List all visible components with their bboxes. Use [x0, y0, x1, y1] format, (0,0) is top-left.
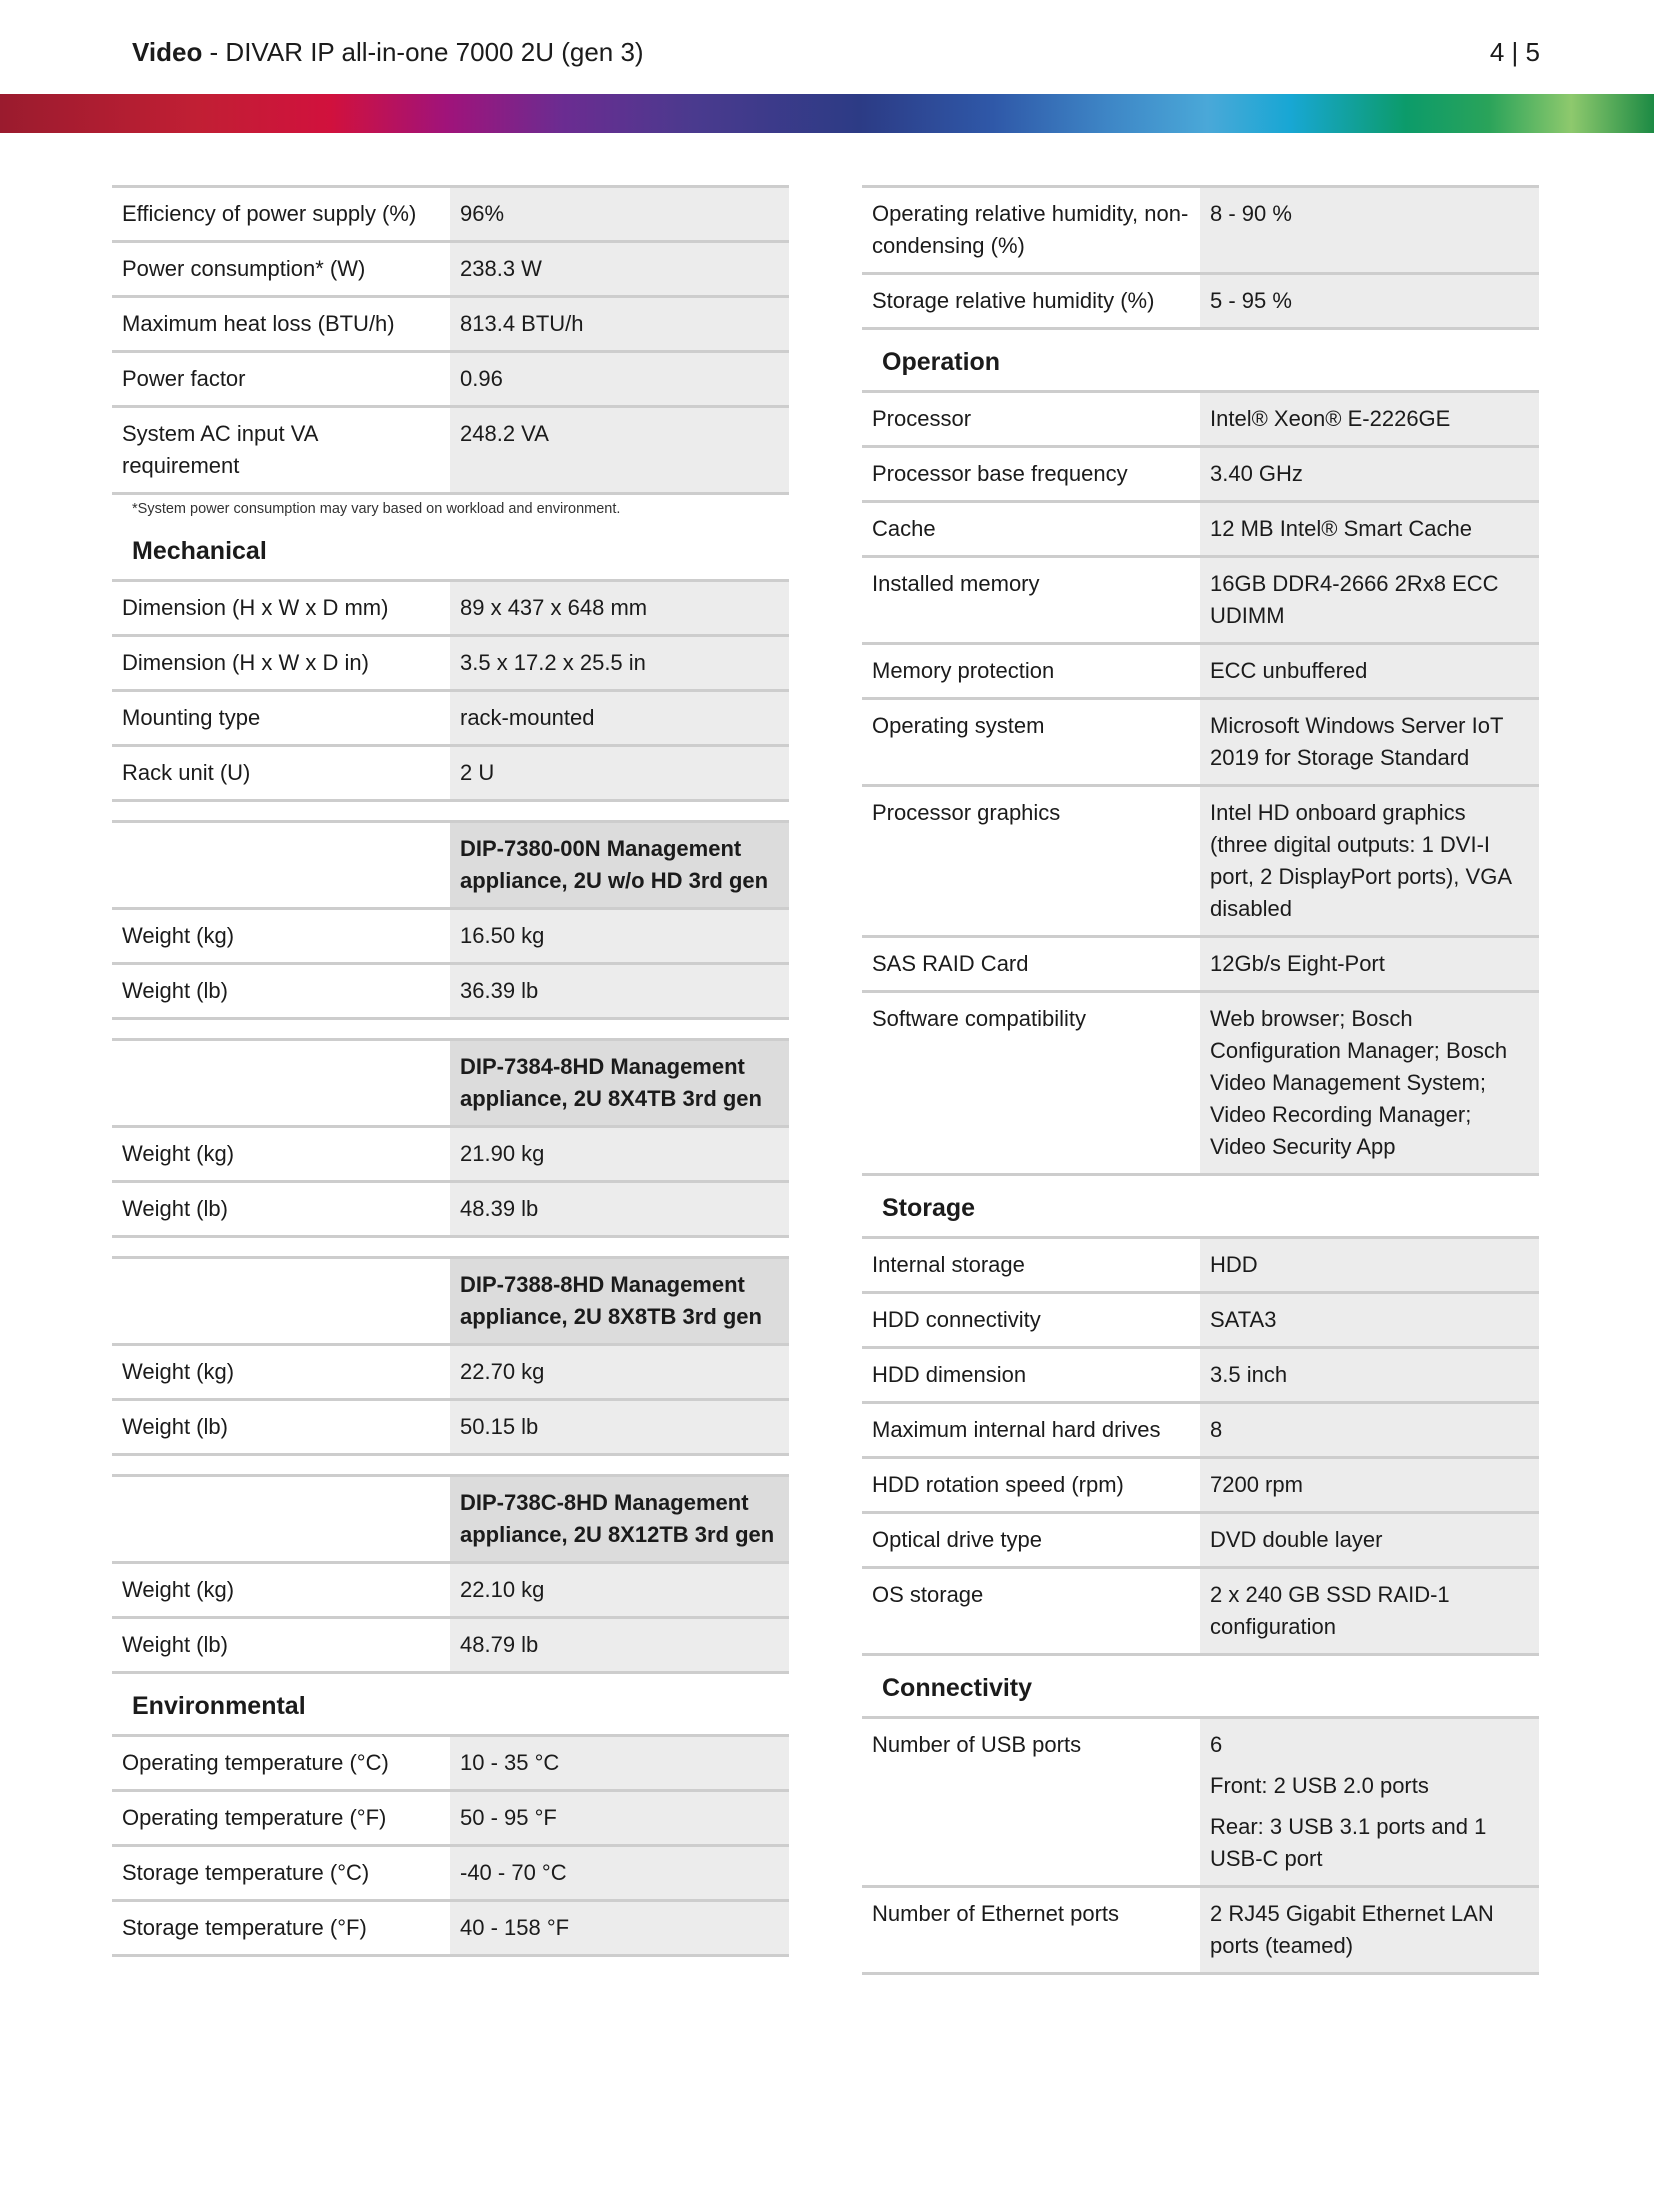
model-heading: DIP-7380-00N Management appliance, 2U w/o HD 3rd gen: [450, 822, 789, 909]
table-row: [112, 1791, 789, 1846]
table-row: [112, 691, 789, 746]
table-row: [112, 1618, 789, 1673]
spec-key: Storage temperature (°F): [112, 1901, 450, 1956]
table-row: [862, 447, 1539, 502]
weight-table-738c: [112, 1474, 789, 1674]
spec-key: Weight (lb): [112, 1182, 450, 1237]
spec-value: 48.39 lb: [450, 1182, 789, 1237]
table-row: [112, 1736, 789, 1791]
section-title-operation: Operation: [882, 348, 1001, 376]
title-rest: - DIVAR IP all-in-one 7000 2U (gen 3): [202, 37, 644, 67]
table-row: [862, 1348, 1539, 1403]
spec-value: 3.40 GHz: [1200, 447, 1539, 502]
spec-value: 40 - 158 °F: [450, 1901, 789, 1956]
table-row: [112, 407, 789, 494]
table-row: [862, 1887, 1539, 1974]
spec-key: Installed memory: [862, 557, 1200, 644]
spec-key: Maximum internal hard drives: [862, 1403, 1200, 1458]
brand-color-band: [0, 94, 1654, 133]
spec-key: Power factor: [112, 352, 450, 407]
page-number: 4 | 5: [1489, 37, 1540, 67]
spec-key: SAS RAID Card: [862, 937, 1200, 992]
weight-table-7384: [112, 1038, 789, 1238]
table-row: [112, 909, 789, 964]
spec-key: Optical drive type: [862, 1513, 1200, 1568]
spec-key: Weight (kg): [112, 1563, 450, 1618]
table-row: [112, 1258, 789, 1345]
spec-value: Web browser; Bosch Configuration Manager; Bosch Video Management System; Video Recording Manager; Video Security App: [1200, 992, 1539, 1175]
table-row: [862, 699, 1539, 786]
table-row: [862, 1403, 1539, 1458]
spec-value: 48.79 lb: [450, 1618, 789, 1673]
model-heading: DIP-7388-8HD Management appliance, 2U 8X8TB 3rd gen: [450, 1258, 789, 1345]
table-row: [862, 274, 1539, 329]
spec-value: 8 - 90 %: [1200, 187, 1539, 274]
table-row: [862, 992, 1539, 1175]
spec-value: 8: [1200, 1403, 1539, 1458]
table-row: [862, 502, 1539, 557]
spec-value: 3.5 x 17.2 x 25.5 in: [450, 636, 789, 691]
spec-value: 22.70 kg: [450, 1345, 789, 1400]
spec-key: Power consumption* (W): [112, 242, 450, 297]
title-bold: Video: [132, 37, 203, 67]
spec-key: Weight (kg): [112, 1127, 450, 1182]
table-row: [112, 297, 789, 352]
spec-key: Memory protection: [862, 644, 1200, 699]
spec-value: [1200, 1718, 1539, 1887]
spec-value: 89 x 437 x 648 mm: [450, 581, 789, 636]
table-row: [112, 1127, 789, 1182]
spec-value: Microsoft Windows Server IoT 2019 for Storage Standard: [1200, 699, 1539, 786]
spec-value: 813.4 BTU/h: [450, 297, 789, 352]
spec-key: Storage relative humidity (%): [862, 274, 1200, 329]
table-row: [862, 786, 1539, 937]
section-title-connectivity: Connectivity: [882, 1674, 1033, 1702]
usb-count: 6: [1210, 1732, 1223, 1757]
spec-key: Dimension (H x W x D in): [112, 636, 450, 691]
spec-key: OS storage: [862, 1568, 1200, 1655]
spec-value: 50 - 95 °F: [450, 1791, 789, 1846]
spec-value: 3.5 inch: [1200, 1348, 1539, 1403]
mechanical-table: [112, 579, 789, 802]
spec-key: Cache: [862, 502, 1200, 557]
spec-key: Rack unit (U): [112, 746, 450, 801]
spec-key: Processor base frequency: [862, 447, 1200, 502]
right-column: [862, 185, 1539, 1975]
spec-key: Internal storage: [862, 1238, 1200, 1293]
spec-key: Maximum heat loss (BTU/h): [112, 297, 450, 352]
section-title-mechanical: Mechanical: [132, 537, 267, 565]
table-row: [112, 242, 789, 297]
spec-value: 238.3 W: [450, 242, 789, 297]
spec-key: Efficiency of power supply (%): [112, 187, 450, 242]
power-table: [112, 185, 789, 495]
spec-value: Intel® Xeon® E-2226GE: [1200, 392, 1539, 447]
table-row: [862, 937, 1539, 992]
spec-key: Number of Ethernet ports: [862, 1887, 1200, 1974]
usb-front: Front: 2 USB 2.0 ports: [1210, 1773, 1429, 1798]
spec-value: 7200 rpm: [1200, 1458, 1539, 1513]
spec-value: 36.39 lb: [450, 964, 789, 1019]
section-title-storage: Storage: [882, 1194, 976, 1222]
spec-value: 2 RJ45 Gigabit Ethernet LAN ports (teamed): [1200, 1887, 1539, 1974]
spec-value: rack-mounted: [450, 691, 789, 746]
spec-value: 16.50 kg: [450, 909, 789, 964]
table-row: [862, 392, 1539, 447]
spec-key: Operating temperature (°F): [112, 1791, 450, 1846]
spec-value: 2 U: [450, 746, 789, 801]
table-row: [862, 557, 1539, 644]
spec-value: 96%: [450, 187, 789, 242]
table-row: [112, 581, 789, 636]
spec-key: HDD connectivity: [862, 1293, 1200, 1348]
spec-key: Processor graphics: [862, 786, 1200, 937]
table-row: [112, 746, 789, 801]
table-row: [112, 1563, 789, 1618]
table-row: [862, 1718, 1539, 1887]
table-row: [112, 1901, 789, 1956]
spec-value: SATA3: [1200, 1293, 1539, 1348]
document-title: [132, 36, 644, 68]
table-row: [112, 1400, 789, 1455]
table-row: [862, 1568, 1539, 1655]
spec-key: Weight (lb): [112, 1400, 450, 1455]
spec-value: 50.15 lb: [450, 1400, 789, 1455]
spec-value: HDD: [1200, 1238, 1539, 1293]
spec-key: Number of USB ports: [862, 1718, 1200, 1887]
spec-value: -40 - 70 °C: [450, 1846, 789, 1901]
weight-table-7388: [112, 1256, 789, 1456]
spec-key: Operating temperature (°C): [112, 1736, 450, 1791]
table-row: [112, 352, 789, 407]
table-row: [112, 1846, 789, 1901]
table-row: [862, 1238, 1539, 1293]
spec-value: 10 - 35 °C: [450, 1736, 789, 1791]
spec-value: 2 x 240 GB SSD RAID-1 configuration: [1200, 1568, 1539, 1655]
spec-key: System AC input VA requirement: [112, 407, 450, 494]
model-heading: DIP-738C-8HD Management appliance, 2U 8X12TB 3rd gen: [450, 1476, 789, 1563]
table-row: [862, 187, 1539, 274]
weight-table-7380: [112, 820, 789, 1020]
table-row: [112, 964, 789, 1019]
table-row: [862, 1513, 1539, 1568]
table-row: [112, 1345, 789, 1400]
table-row: [112, 1182, 789, 1237]
spec-key: Dimension (H x W x D mm): [112, 581, 450, 636]
left-column: [112, 185, 789, 1957]
spec-value: ECC unbuffered: [1200, 644, 1539, 699]
spec-value: 248.2 VA: [450, 407, 789, 494]
table-row: [112, 1476, 789, 1563]
table-row: [862, 644, 1539, 699]
spec-key: Storage temperature (°C): [112, 1846, 450, 1901]
spec-key: Weight (kg): [112, 909, 450, 964]
table-row: [112, 1040, 789, 1127]
section-title-environmental: Environmental: [132, 1692, 306, 1720]
spec-value: 22.10 kg: [450, 1563, 789, 1618]
table-row: [862, 1458, 1539, 1513]
environmental-table: [112, 1734, 789, 1957]
spec-value: DVD double layer: [1200, 1513, 1539, 1568]
model-heading: DIP-7384-8HD Management appliance, 2U 8X4TB 3rd gen: [450, 1040, 789, 1127]
operation-table: [862, 390, 1539, 1176]
spec-key: Processor: [862, 392, 1200, 447]
table-row: [112, 822, 789, 909]
spec-value: 5 - 95 %: [1200, 274, 1539, 329]
spec-value: 21.90 kg: [450, 1127, 789, 1182]
spec-value: 12 MB Intel® Smart Cache: [1200, 502, 1539, 557]
spec-key: Software compatibility: [862, 992, 1200, 1175]
spec-key: Mounting type: [112, 691, 450, 746]
storage-table: [862, 1236, 1539, 1656]
table-row: [112, 636, 789, 691]
humidity-table: [862, 185, 1539, 330]
usb-rear: Rear: 3 USB 3.1 ports and 1 USB-C port: [1210, 1814, 1487, 1871]
spec-key: HDD dimension: [862, 1348, 1200, 1403]
spec-value: 16GB DDR4-2666 2Rx8 ECC UDIMM: [1200, 557, 1539, 644]
spec-key: Weight (kg): [112, 1345, 450, 1400]
spec-key: HDD rotation speed (rpm): [862, 1458, 1200, 1513]
power-footnote: *System power consumption may vary based on workload and environment.: [132, 501, 621, 517]
spec-key: Weight (lb): [112, 964, 450, 1019]
spec-key: Operating relative humidity, non-condensing (%): [862, 187, 1200, 274]
spec-key: Weight (lb): [112, 1618, 450, 1673]
spec-value: Intel HD onboard graphics (three digital outputs: 1 DVI-I port, 2 DisplayPort ports), VGA disabled: [1200, 786, 1539, 937]
table-row: [112, 187, 789, 242]
spec-value: 12Gb/s Eight-Port: [1200, 937, 1539, 992]
connectivity-table: [862, 1716, 1539, 1975]
spec-value: 0.96: [450, 352, 789, 407]
spec-key: Operating system: [862, 699, 1200, 786]
table-row: [862, 1293, 1539, 1348]
